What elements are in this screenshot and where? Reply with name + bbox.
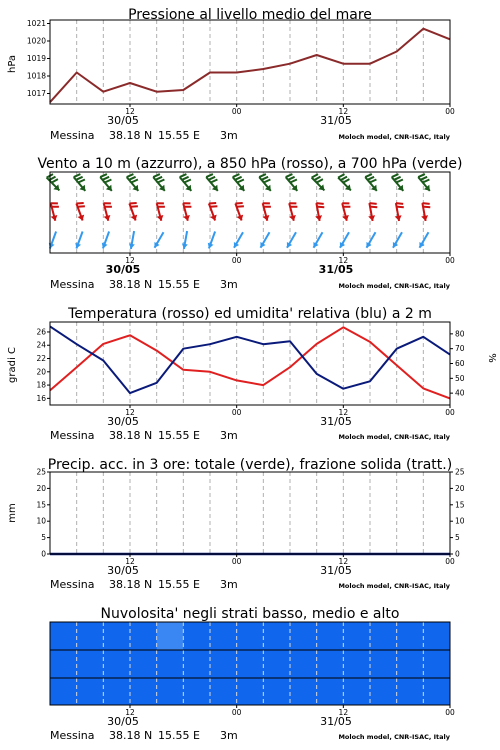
cloud-cell <box>50 622 77 650</box>
wind-barb <box>259 174 271 191</box>
temperature-yticks <box>36 327 50 402</box>
cloud-cell <box>397 622 424 650</box>
station-lat: 38.18 N <box>109 129 153 142</box>
x-tick-label: 00 <box>445 557 455 566</box>
precip-frame <box>50 472 450 554</box>
x-date-label: 31/05 <box>320 715 352 728</box>
barb-feather <box>314 177 320 181</box>
y-tick-label: 25 <box>36 467 46 477</box>
humidity-yticks <box>450 329 465 397</box>
wind-barb <box>104 203 112 220</box>
barb-feather <box>131 206 138 207</box>
wind-barb <box>312 174 325 190</box>
cloud-cell <box>343 678 370 705</box>
barb-feather <box>370 180 377 183</box>
cloud-cell <box>50 650 77 678</box>
cloud-cell <box>157 622 184 650</box>
wind-barb <box>100 174 112 191</box>
barb-feather <box>209 203 216 204</box>
barb-feather <box>317 207 324 208</box>
x-date-label: 30/05 <box>107 114 139 127</box>
cloud-cell <box>183 650 210 678</box>
y-tick-label: 5 <box>455 533 460 543</box>
station-lon: 15.55 E <box>158 129 200 142</box>
humidity-ylabel: % <box>486 353 497 363</box>
barb-feather <box>418 174 425 177</box>
model-credit: Moloch model, CNR-ISAC, Italy <box>338 433 450 441</box>
cloud-cell <box>130 650 157 678</box>
barb-feather <box>233 174 240 177</box>
barb-feather <box>235 203 242 204</box>
y-tick-label: 18 <box>36 380 46 390</box>
station-lat: 38.18 N <box>109 578 153 591</box>
barb-feather <box>74 174 81 177</box>
wind-barb <box>51 203 59 220</box>
cloud-cell <box>423 650 450 678</box>
x-tick-label: 00 <box>445 408 455 417</box>
wind-barb <box>127 174 139 191</box>
barb-feather <box>209 177 216 180</box>
cloud-cell <box>397 650 424 678</box>
model-credit: Moloch model, CNR-ISAC, Italy <box>338 282 450 290</box>
x-tick-label: 12 <box>125 256 135 265</box>
wind-barb <box>129 231 135 249</box>
cloud-cell <box>237 622 264 650</box>
x-tick-label: 12 <box>125 557 135 566</box>
barb-feather <box>396 180 403 183</box>
y-tick-label: 1017 <box>26 89 46 98</box>
y-tick-label: 1020 <box>26 36 46 46</box>
cloud-cell <box>103 622 130 650</box>
barb-feather <box>316 203 323 204</box>
cloud-cell <box>317 622 344 650</box>
x-date-label: 30/05 <box>107 415 139 428</box>
wind-barb <box>286 174 298 191</box>
barb-feather <box>422 203 429 204</box>
y-tick-label: 26 <box>36 327 46 337</box>
temperature-footer <box>50 429 451 442</box>
wind-barb <box>315 203 324 221</box>
precip-yticks <box>36 468 50 559</box>
cloud-cell <box>50 678 77 705</box>
wind-barb <box>47 174 60 190</box>
cloud-cell <box>157 650 184 678</box>
x-tick-label: 12 <box>338 557 349 566</box>
temperature-line <box>50 327 450 398</box>
x-tick-label: 00 <box>231 557 242 566</box>
wind-barb <box>366 232 375 248</box>
station-lon: 15.55 E <box>158 578 200 591</box>
wind-barb <box>74 174 86 191</box>
wind-barb <box>365 174 377 191</box>
x-tick-label: 12 <box>338 408 349 417</box>
temperature-frame <box>50 322 450 405</box>
cloud-cells <box>50 622 451 705</box>
cloud-title: Nuvolosita' negli strati basso, medio e alto <box>100 606 400 622</box>
wind-barb <box>418 174 430 191</box>
barb-feather <box>78 206 85 207</box>
pressure-ylabel: hPa <box>7 54 18 74</box>
barb-feather <box>286 174 293 177</box>
barb-feather <box>290 180 297 183</box>
y-tick-label: 20 <box>36 483 46 493</box>
station-lon: 15.55 E <box>158 729 200 742</box>
y-tick-label: 80 <box>455 329 465 339</box>
y-tick-label: 20 <box>36 367 46 377</box>
cloud-cell <box>77 678 104 705</box>
wind-barb <box>392 174 404 191</box>
station-lon: 15.55 E <box>158 429 200 442</box>
barb-feather <box>211 180 218 183</box>
wind-barb <box>313 232 322 248</box>
barb-feather <box>288 177 295 180</box>
y-tick-label: 1019 <box>26 54 46 63</box>
barb-feather <box>76 203 83 204</box>
y-tick-label: 5 <box>41 533 46 543</box>
wind-footer <box>50 278 451 291</box>
y-tick-label: 1018 <box>26 71 46 81</box>
wind-title: Vento a 10 m (azzurro), a 850 hPa (rosso), a 700 hPa (verde) <box>37 156 463 172</box>
cloud-cell <box>343 622 370 650</box>
cloud-cell <box>130 622 157 650</box>
precip-yticks-right <box>450 468 465 559</box>
cloud-cell <box>370 650 397 678</box>
wind-barb <box>342 203 350 220</box>
barb-feather <box>343 179 349 183</box>
barb-feather <box>423 207 430 208</box>
cloud-cell <box>397 678 424 705</box>
y-tick-label: 10 <box>36 516 46 526</box>
barb-feather <box>184 180 191 183</box>
pressure-panel <box>7 7 455 142</box>
cloud-cell <box>77 650 104 678</box>
wind-barb <box>206 174 218 191</box>
barb-feather <box>105 180 112 183</box>
model-credit: Moloch model, CNR-ISAC, Italy <box>338 582 450 590</box>
pressure-title: Pressione al livello medio del mare <box>128 7 372 23</box>
y-tick-label: 15 <box>36 500 46 510</box>
wind-barb <box>76 203 85 221</box>
barb-feather <box>76 177 83 180</box>
x-tick-label: 12 <box>125 408 135 417</box>
barb-feather <box>368 177 375 180</box>
cloud-cell <box>263 678 290 705</box>
wind-barb <box>289 203 297 220</box>
wind-barb <box>340 232 349 248</box>
y-tick-label: 1021 <box>26 19 46 28</box>
wind-barb <box>395 203 404 221</box>
cloud-cell <box>423 622 450 650</box>
x-tick-label: 00 <box>231 708 242 717</box>
barb-feather <box>127 174 134 177</box>
barb-feather <box>397 207 404 208</box>
barb-feather <box>158 180 165 183</box>
wind-barb <box>234 232 243 248</box>
barb-feather <box>421 177 428 180</box>
cloud-cell <box>157 678 184 705</box>
barb-feather <box>262 177 269 180</box>
wind-barb <box>180 174 192 191</box>
x-date-label: 30/05 <box>107 715 139 728</box>
y-tick-label: 15 <box>455 500 465 510</box>
cloud-footer <box>50 729 451 742</box>
barb-feather <box>182 177 189 180</box>
wind-barb <box>338 174 351 190</box>
barb-feather <box>370 207 377 208</box>
wind-barb <box>263 203 271 220</box>
cloud-cell <box>263 650 290 678</box>
y-tick-label: 16 <box>36 393 46 403</box>
model-credit: Moloch model, CNR-ISAC, Italy <box>338 133 450 141</box>
x-tick-label: 00 <box>445 708 455 717</box>
station-alt: 3m <box>220 278 238 291</box>
cloud-cell <box>317 650 344 678</box>
station-lat: 38.18 N <box>109 278 153 291</box>
wind-barb <box>260 232 269 248</box>
wind-barb <box>154 232 163 248</box>
y-tick-label: 0 <box>41 549 46 559</box>
station-name: Messina <box>50 729 95 742</box>
wind-barb <box>233 174 245 191</box>
barb-feather <box>129 177 136 180</box>
cloud-cell <box>343 650 370 678</box>
pressure-frame <box>50 20 450 104</box>
pressure-line <box>50 29 450 103</box>
wind-barb <box>153 174 165 191</box>
cloud-cell <box>183 622 210 650</box>
station-alt: 3m <box>220 129 238 142</box>
wind-barb <box>421 203 430 221</box>
x-tick-label: 00 <box>231 107 242 116</box>
wind-barb <box>208 232 215 249</box>
station-name: Messina <box>50 429 95 442</box>
model-credit: Moloch model, CNR-ISAC, Italy <box>338 733 450 741</box>
cloud-cell <box>77 622 104 650</box>
barb-feather <box>396 203 403 204</box>
pressure-series <box>50 29 450 103</box>
pressure-yticks <box>27 19 50 98</box>
cloud-cell <box>290 650 317 678</box>
station-alt: 3m <box>220 578 238 591</box>
cloud-cell <box>317 678 344 705</box>
y-tick-label: 0 <box>455 549 460 559</box>
x-tick-label: 12 <box>125 107 135 116</box>
x-tick-label: 00 <box>231 408 242 417</box>
y-tick-label: 25 <box>455 467 465 477</box>
y-tick-label: 24 <box>36 340 46 350</box>
barb-feather <box>103 177 110 180</box>
barb-feather <box>78 180 85 183</box>
precip-ylabel: mm <box>7 503 18 523</box>
cloud-cell <box>290 678 317 705</box>
x-date-label: 31/05 <box>318 263 354 276</box>
wind-barb <box>102 232 109 249</box>
barb-feather <box>100 174 107 177</box>
y-tick-label: 10 <box>455 516 465 526</box>
x-date-label: 31/05 <box>320 415 352 428</box>
wind-barb <box>75 232 82 249</box>
temperature-humidity-series <box>50 326 450 398</box>
cloud-cell <box>103 650 130 678</box>
wind-barb <box>129 203 138 221</box>
barb-feather <box>156 177 163 180</box>
x-tick-label: 12 <box>125 708 135 717</box>
wind-barb <box>182 231 188 249</box>
cloud-cell <box>210 678 237 705</box>
cloud-cell <box>183 678 210 705</box>
x-tick-label: 12 <box>338 256 349 265</box>
x-tick-label: 00 <box>231 256 242 265</box>
wind-barb <box>287 232 296 248</box>
temperature-title: Temperatura (rosso) ed umidita' relativa (blu) a 2 m <box>68 306 432 322</box>
barb-feather <box>317 179 323 183</box>
pressure-xticks <box>107 104 455 127</box>
x-date-label: 31/05 <box>320 564 352 577</box>
y-tick-label: 60 <box>455 359 465 368</box>
precip-panel <box>7 457 465 591</box>
wind-barb <box>419 232 428 248</box>
barb-feather <box>131 180 138 183</box>
cloud-cell <box>210 622 237 650</box>
station-lat: 38.18 N <box>109 429 153 442</box>
station-alt: 3m <box>220 429 238 442</box>
cloud-cell <box>423 678 450 705</box>
barb-feather <box>237 206 244 207</box>
barb-feather <box>259 174 266 177</box>
cloud-cell <box>290 622 317 650</box>
cloud-cell <box>263 622 290 650</box>
cloud-panel <box>50 606 455 742</box>
wind-panel <box>37 156 462 291</box>
precip-title: Precip. acc. in 3 ore: totale (verde), frazione solida (tratt.) <box>47 457 453 473</box>
y-tick-label: 20 <box>455 483 465 493</box>
wind-frame <box>50 172 450 253</box>
station-name: Messina <box>50 278 95 291</box>
barb-feather <box>52 179 58 183</box>
barb-feather <box>235 177 242 180</box>
x-tick-label: 12 <box>338 708 349 717</box>
cloud-cell <box>103 678 130 705</box>
wind-barb <box>157 203 165 220</box>
cloud-cell <box>237 650 264 678</box>
x-tick-label: 12 <box>338 107 349 116</box>
x-date-label: 30/05 <box>107 564 139 577</box>
precip-footer <box>50 578 451 591</box>
barb-feather <box>206 174 213 177</box>
y-tick-label: 50 <box>455 373 465 383</box>
precip-grid <box>77 472 424 554</box>
barb-feather <box>210 206 217 207</box>
station-alt: 3m <box>220 729 238 742</box>
barb-feather <box>394 177 401 180</box>
wind-barb <box>393 232 402 248</box>
station-name: Messina <box>50 578 95 591</box>
temperature-ylabel: gradi C <box>7 347 18 383</box>
station-lat: 38.18 N <box>109 729 153 742</box>
station-lon: 15.55 E <box>158 278 200 291</box>
wind-xticks <box>106 253 455 276</box>
wind-barbs <box>47 174 431 249</box>
pressure-footer <box>50 129 451 142</box>
temperature-xticks <box>107 405 455 428</box>
y-tick-label: 22 <box>36 354 46 364</box>
precip-xticks <box>107 554 455 577</box>
y-tick-label: 40 <box>455 388 465 398</box>
barb-feather <box>153 174 160 177</box>
temperature-panel <box>7 306 497 442</box>
barb-feather <box>264 180 271 183</box>
x-date-label: 30/05 <box>105 263 141 276</box>
barb-feather <box>180 174 187 177</box>
station-name: Messina <box>50 129 95 142</box>
wind-barb <box>183 203 191 220</box>
barb-feather <box>392 174 399 177</box>
x-tick-label: 00 <box>445 107 455 116</box>
barb-feather <box>237 180 244 183</box>
x-tick-label: 00 <box>445 256 455 265</box>
cloud-xticks <box>107 705 455 728</box>
wind-barb <box>368 203 377 221</box>
barb-feather <box>365 174 372 177</box>
y-tick-label: 70 <box>455 344 465 354</box>
cloud-cell <box>370 622 397 650</box>
cloud-cell <box>210 650 237 678</box>
cloud-cell <box>370 678 397 705</box>
cloud-cell <box>130 678 157 705</box>
barb-feather <box>129 203 136 204</box>
cloud-cell <box>237 678 264 705</box>
barb-feather <box>369 203 376 204</box>
x-date-label: 31/05 <box>320 114 352 127</box>
